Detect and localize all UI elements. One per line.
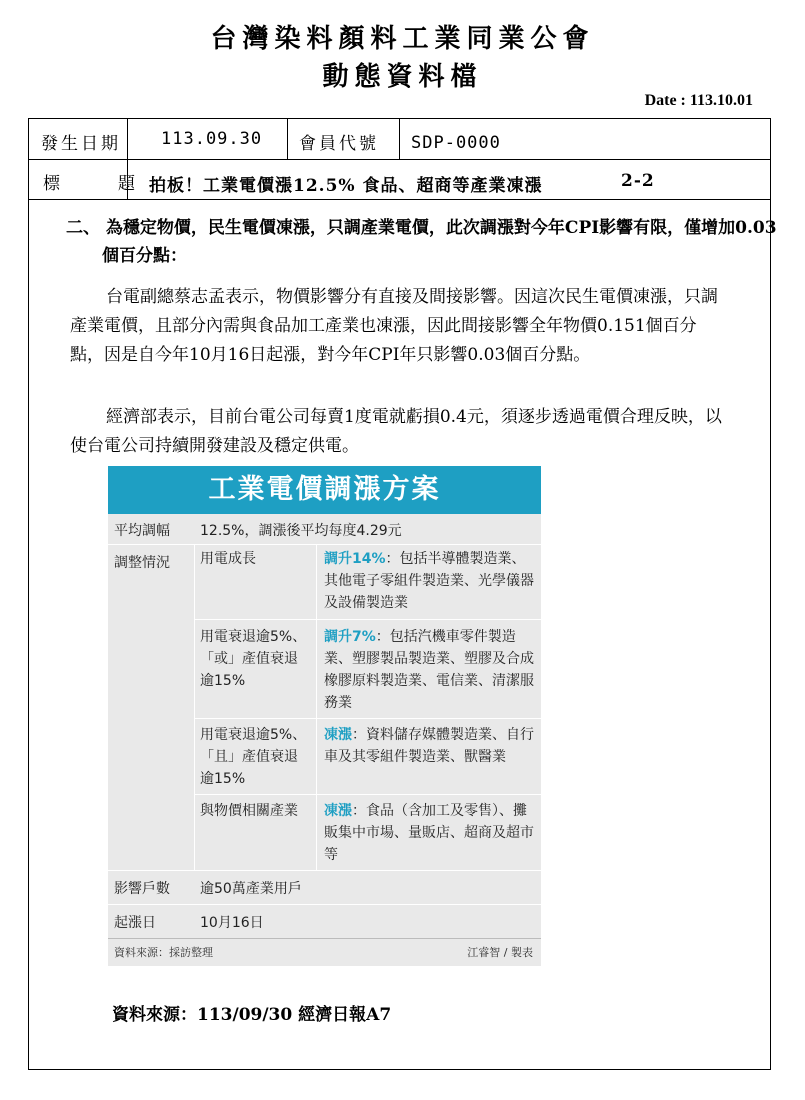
row-divider <box>29 199 770 200</box>
row-divider <box>108 870 541 871</box>
affected-value: 逾50萬產業用戶 <box>200 881 302 897</box>
table-credit: 江睿智 / 製表 <box>467 946 533 959</box>
rule-desc: ：包括汽機車零件製造業、塑膠製品製造業、塑膠及合成橡膠原料製造業、電信業、清潔服務業 <box>324 629 534 711</box>
row-divider <box>29 159 770 160</box>
rule-3 <box>324 724 536 768</box>
table-source: 資料來源：採訪整理 <box>114 946 213 959</box>
paragraph-1: 台電副總蔡志孟表示，物價影響分有直接及間接影響。因這次民生電價凍漲，只調產業電價，且部分內需與食品加工產業也凍漲，因此間接影響全年物價0.151個百分點，因是自今年10月16日起漲，對今年CPI年只影響0.03個百分點。 <box>70 287 718 365</box>
title-value: 拍板！工業電價漲12.5% 食品、超商等產業凍漲 <box>149 176 543 196</box>
col-divider <box>399 119 400 159</box>
rule-tag: 調升7% <box>324 629 376 645</box>
avg-label: 平均調幅 <box>114 523 170 539</box>
rate-table-image <box>108 466 541 966</box>
col-divider <box>316 544 317 870</box>
rule-desc: ：食品（含加工及零售）、攤販集中市場、量販店、超商及超市等 <box>324 803 534 863</box>
date-label: 發生日期 <box>41 134 121 154</box>
row-divider <box>194 619 541 620</box>
condition-1: 用電成長 <box>200 551 256 567</box>
rule-2 <box>324 626 536 714</box>
condition-4: 與物價相關產業 <box>200 803 298 819</box>
start-value: 10月16日 <box>200 915 264 931</box>
rule-tag: 調升14% <box>324 551 386 567</box>
page-number: 2-2 <box>621 171 655 191</box>
rule-1 <box>324 548 536 614</box>
affected-label: 影響戶數 <box>114 881 170 897</box>
paragraph-2: 經濟部表示，目前台電公司每賣1度電就虧損0.4元，須逐步透過電價合理反映，以使台電公司持續開發建設及穩定供電。 <box>70 407 722 456</box>
rule-desc: ：資料儲存媒體製造業、自行車及其零組件製造業、獸醫業 <box>324 727 534 765</box>
row-divider <box>194 794 541 795</box>
doc-date: Date : 113.10.01 <box>644 92 753 109</box>
member-label: 會員代號 <box>299 134 379 154</box>
member-value: SDP-0000 <box>411 133 501 153</box>
doc-subtitle: 動態資料檔 <box>322 62 483 92</box>
table-title: 工業電價調漲方案 <box>108 466 541 514</box>
rule-desc: ：包括半導體製造業、其他電子零組件製造業、光學儀器及設備製造業 <box>324 551 534 611</box>
row-divider <box>108 938 541 939</box>
rule-4 <box>324 800 536 866</box>
section-heading: 二、 為穩定物價，民生電價凍漲，只調產業電價，此次調漲對今年CPI影響有限，僅增加0.03個百分點： <box>66 218 777 266</box>
org-title: 台灣染料顏料工業同業公會 <box>210 24 595 54</box>
condition-3: 用電衰退逾5%、「且」產值衰退逾15% <box>200 727 307 787</box>
adjust-label: 調整情況 <box>114 555 170 571</box>
avg-row <box>108 514 541 545</box>
title-label: 標 題 <box>43 174 143 194</box>
row-divider <box>194 718 541 719</box>
rule-tag: 凍漲 <box>324 803 352 819</box>
date-value: 113.09.30 <box>161 129 263 149</box>
col-divider <box>194 544 195 870</box>
rule-tag: 凍漲 <box>324 727 352 743</box>
article-source: 資料來源：113/09/30 經濟日報A7 <box>112 1005 392 1025</box>
avg-value: 12.5%，調漲後平均每度4.29元 <box>200 523 402 539</box>
col-divider <box>287 119 288 159</box>
start-label: 起漲日 <box>114 915 156 931</box>
condition-2: 用電衰退逾5%、「或」產值衰退逾15% <box>200 629 307 689</box>
row-divider <box>108 904 541 905</box>
col-divider <box>127 119 128 159</box>
